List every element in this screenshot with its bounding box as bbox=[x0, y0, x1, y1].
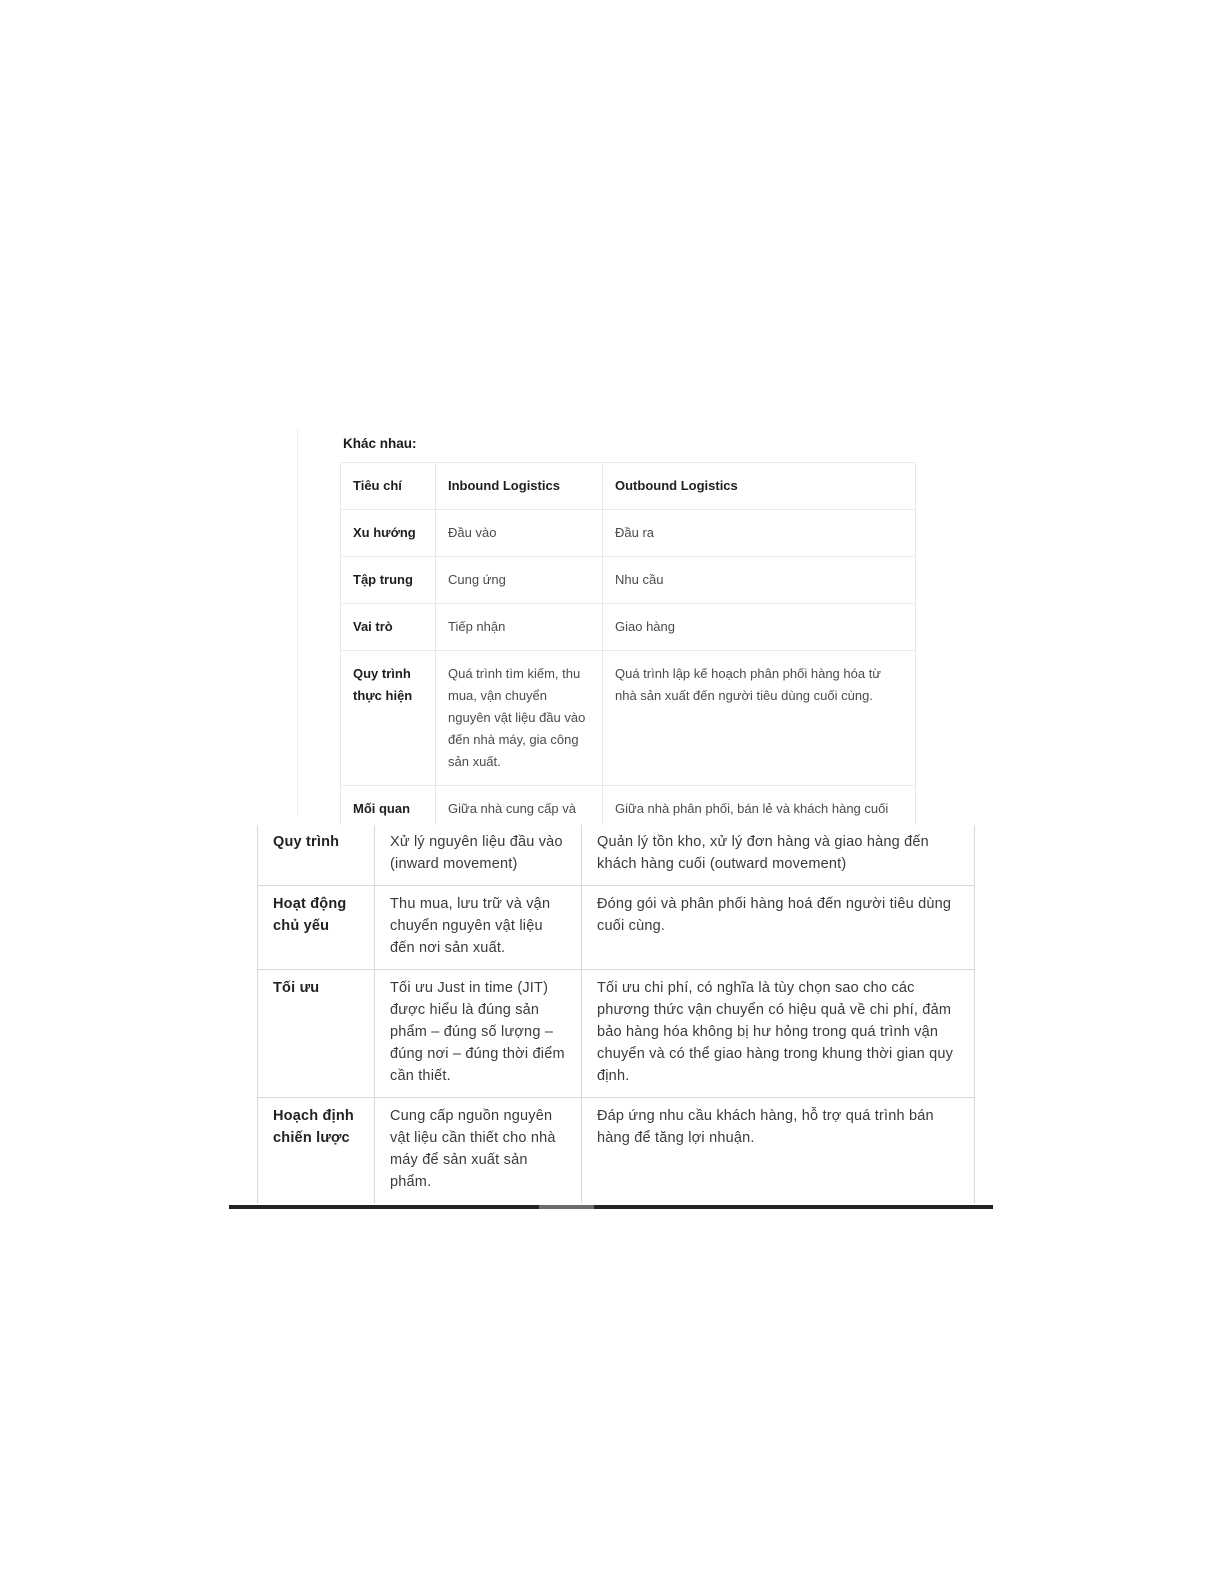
row-outbound: Đáp ứng nhu cầu khách hàng, hỗ trợ quá trình bán hàng để tăng lợi nhuận. bbox=[582, 1098, 975, 1204]
table-row bbox=[341, 651, 916, 786]
row-criteria: Tập trung bbox=[341, 557, 436, 604]
table-row bbox=[258, 970, 975, 1098]
row-outbound: Đầu ra bbox=[603, 510, 916, 557]
row-inbound: Đầu vào bbox=[436, 510, 603, 557]
row-criteria: Quy trình thực hiện bbox=[341, 651, 436, 786]
scrollbar-thumb bbox=[539, 1205, 594, 1209]
screenshot-table-1 bbox=[297, 428, 928, 816]
row-outbound: Nhu cầu bbox=[603, 557, 916, 604]
table-row bbox=[341, 510, 916, 557]
row-outbound: Quản lý tồn kho, xử lý đơn hàng và giao hàng đến khách hàng cuối (outward movement) bbox=[582, 825, 975, 886]
comparison-table-1 bbox=[340, 462, 916, 855]
header-criteria: Tiêu chí bbox=[341, 463, 436, 510]
row-outbound: Giao hàng bbox=[603, 604, 916, 651]
row-criteria: Hoạt động chủ yếu bbox=[258, 886, 375, 970]
scrollbar-edge bbox=[229, 1205, 993, 1209]
row-inbound: Giữa nhà cung cấp và bbox=[436, 786, 603, 855]
table-row bbox=[341, 557, 916, 604]
row-outbound: Tối ưu chi phí, có nghĩa là tùy chọn sao cho các phương thức vận chuyển có hiệu quả về chi phí, đảm bảo hàng hóa không bị hư hỏng trong quá trình vận chuyển và có thể giao hàng trong khung thời gian quy định. bbox=[582, 970, 975, 1098]
row-outbound: Đóng gói và phân phối hàng hoá đến người tiêu dùng cuối cùng. bbox=[582, 886, 975, 970]
table-row bbox=[258, 825, 975, 886]
row-inbound: Xử lý nguyên liệu đầu vào (inward movement) bbox=[375, 825, 582, 886]
row-outbound: Giữa nhà phân phối, bán lẻ và khách hàng cuối bbox=[603, 786, 916, 855]
row-inbound: Tiếp nhận bbox=[436, 604, 603, 651]
row-inbound: Cung cấp nguồn nguyên vật liệu cần thiết cho nhà máy để sản xuất sản phẩm. bbox=[375, 1098, 582, 1204]
table-row bbox=[258, 886, 975, 970]
header-outbound: Outbound Logistics bbox=[603, 463, 916, 510]
section-heading: Khác nhau: bbox=[343, 436, 417, 451]
row-inbound: Cung ứng bbox=[436, 557, 603, 604]
row-criteria: Tối ưu bbox=[258, 970, 375, 1098]
row-criteria: Mối quan bbox=[341, 786, 436, 855]
row-criteria: Hoạch định chiến lược bbox=[258, 1098, 375, 1204]
table-row bbox=[341, 604, 916, 651]
screenshot-table-2 bbox=[229, 825, 993, 1218]
header-inbound: Inbound Logistics bbox=[436, 463, 603, 510]
table-header-row bbox=[341, 463, 916, 510]
row-criteria: Quy trình bbox=[258, 825, 375, 886]
row-inbound: Thu mua, lưu trữ và vận chuyển nguyên vật liệu đến nơi sản xuất. bbox=[375, 886, 582, 970]
comparison-table-2 bbox=[257, 825, 975, 1203]
row-criteria: Vai trò bbox=[341, 604, 436, 651]
table-row bbox=[258, 1098, 975, 1204]
row-inbound: Tối ưu Just in time (JIT) được hiểu là đúng sản phẩm – đúng số lượng – đúng nơi – đúng thời điểm cần thiết. bbox=[375, 970, 582, 1098]
row-outbound: Quá trình lập kế hoạch phân phối hàng hóa từ nhà sản xuất đến người tiêu dùng cuối cùng. bbox=[603, 651, 916, 786]
row-criteria: Xu hướng bbox=[341, 510, 436, 557]
row-inbound: Quá trình tìm kiếm, thu mua, vận chuyển nguyên vật liệu đầu vào đến nhà máy, gia công sản xuất. bbox=[436, 651, 603, 786]
